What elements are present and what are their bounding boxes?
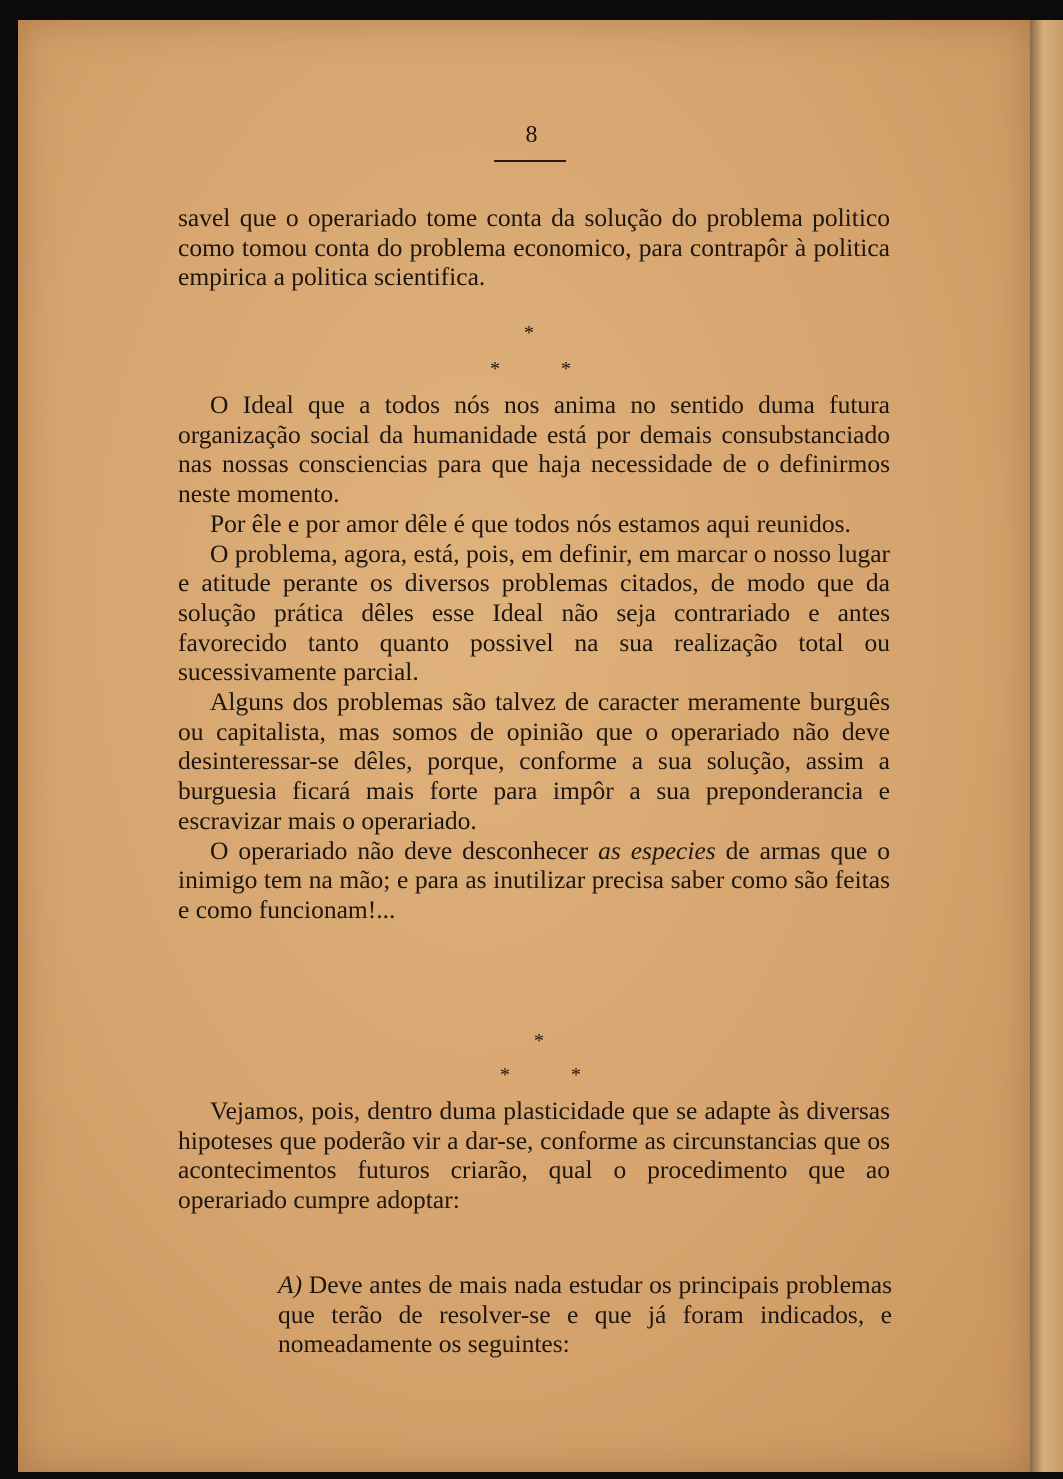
paragraph: savel que o operariado tome conta da solução do problema politico como tomou conta do problema economico, para contrapôr à politica empirica a politica scientifica. <box>178 203 890 292</box>
paragraph-continuation <box>178 203 890 292</box>
asterism-star: * <box>500 1064 510 1086</box>
asterism-divider <box>0 322 1063 386</box>
adjacent-page-edge <box>1030 20 1063 1472</box>
asterism-divider <box>0 1030 1063 1094</box>
paragraph-text: de armas que o inimigo tem na mão; e para as inutilizar precisa saber como são feitas e como funcionam!... <box>178 835 890 924</box>
paragraph: Vejamos, pois, dentro duma plasticidade que se adapte às diversas hipoteses que poderão vir a dar-se, conforme as circunstancias que os acontecimentos futuros criarão, qual o procedimento que ao operariado cumpre adoptar: <box>178 1096 890 1215</box>
list-item-a <box>278 1270 892 1359</box>
asterism-star: * <box>561 358 571 380</box>
asterism-star: * <box>490 358 500 380</box>
section-procedure <box>178 1096 890 1215</box>
paragraph: Alguns dos problemas são talvez de caracter meramente burguês ou capitalista, mas somos de opinião que o operariado não deve desinteressar-se dêles, porque, conforme a sua solução, assim a burguesia ficará mais forte para impôr a sua preponderancia e escravizar mais o operariado. <box>178 687 890 835</box>
emphasis: as especies <box>598 835 716 865</box>
paragraph <box>178 836 890 925</box>
paragraph: O problema, agora, está, pois, em definir, em marcar o nosso lugar e atitude perante os diversos problemas citados, de modo que da solução prática dêles esse Ideal não seja contrariado e antes favorecido tanto quanto possivel na sua realização total ou sucessivamente parcial. <box>178 538 890 687</box>
paragraph-text: O operariado não deve desconhecer <box>210 835 599 865</box>
section-ideal <box>178 390 890 925</box>
list-item-text: Deve antes de mais nada estudar os principais problemas que terão de resolver-se e que já foram indicados, e nomeadamente os seguintes: <box>278 1270 892 1359</box>
list-item-letter: A) <box>278 1270 303 1299</box>
asterism-star: * <box>524 322 534 344</box>
paragraph: O Ideal que a todos nós nos anima no sentido duma futura organização social da humanidade está por demais consubstanciado nas nossas consciencias para que haja necessidade de o definirmos neste momento. <box>178 390 890 509</box>
asterism-star: * <box>571 1064 581 1086</box>
page-number: 8 <box>525 122 538 148</box>
paragraph: Por êle e por amor dêle é que todos nós estamos aqui reunidos. <box>210 508 851 538</box>
asterism-star: * <box>534 1030 544 1052</box>
page-number-rule <box>494 160 566 162</box>
